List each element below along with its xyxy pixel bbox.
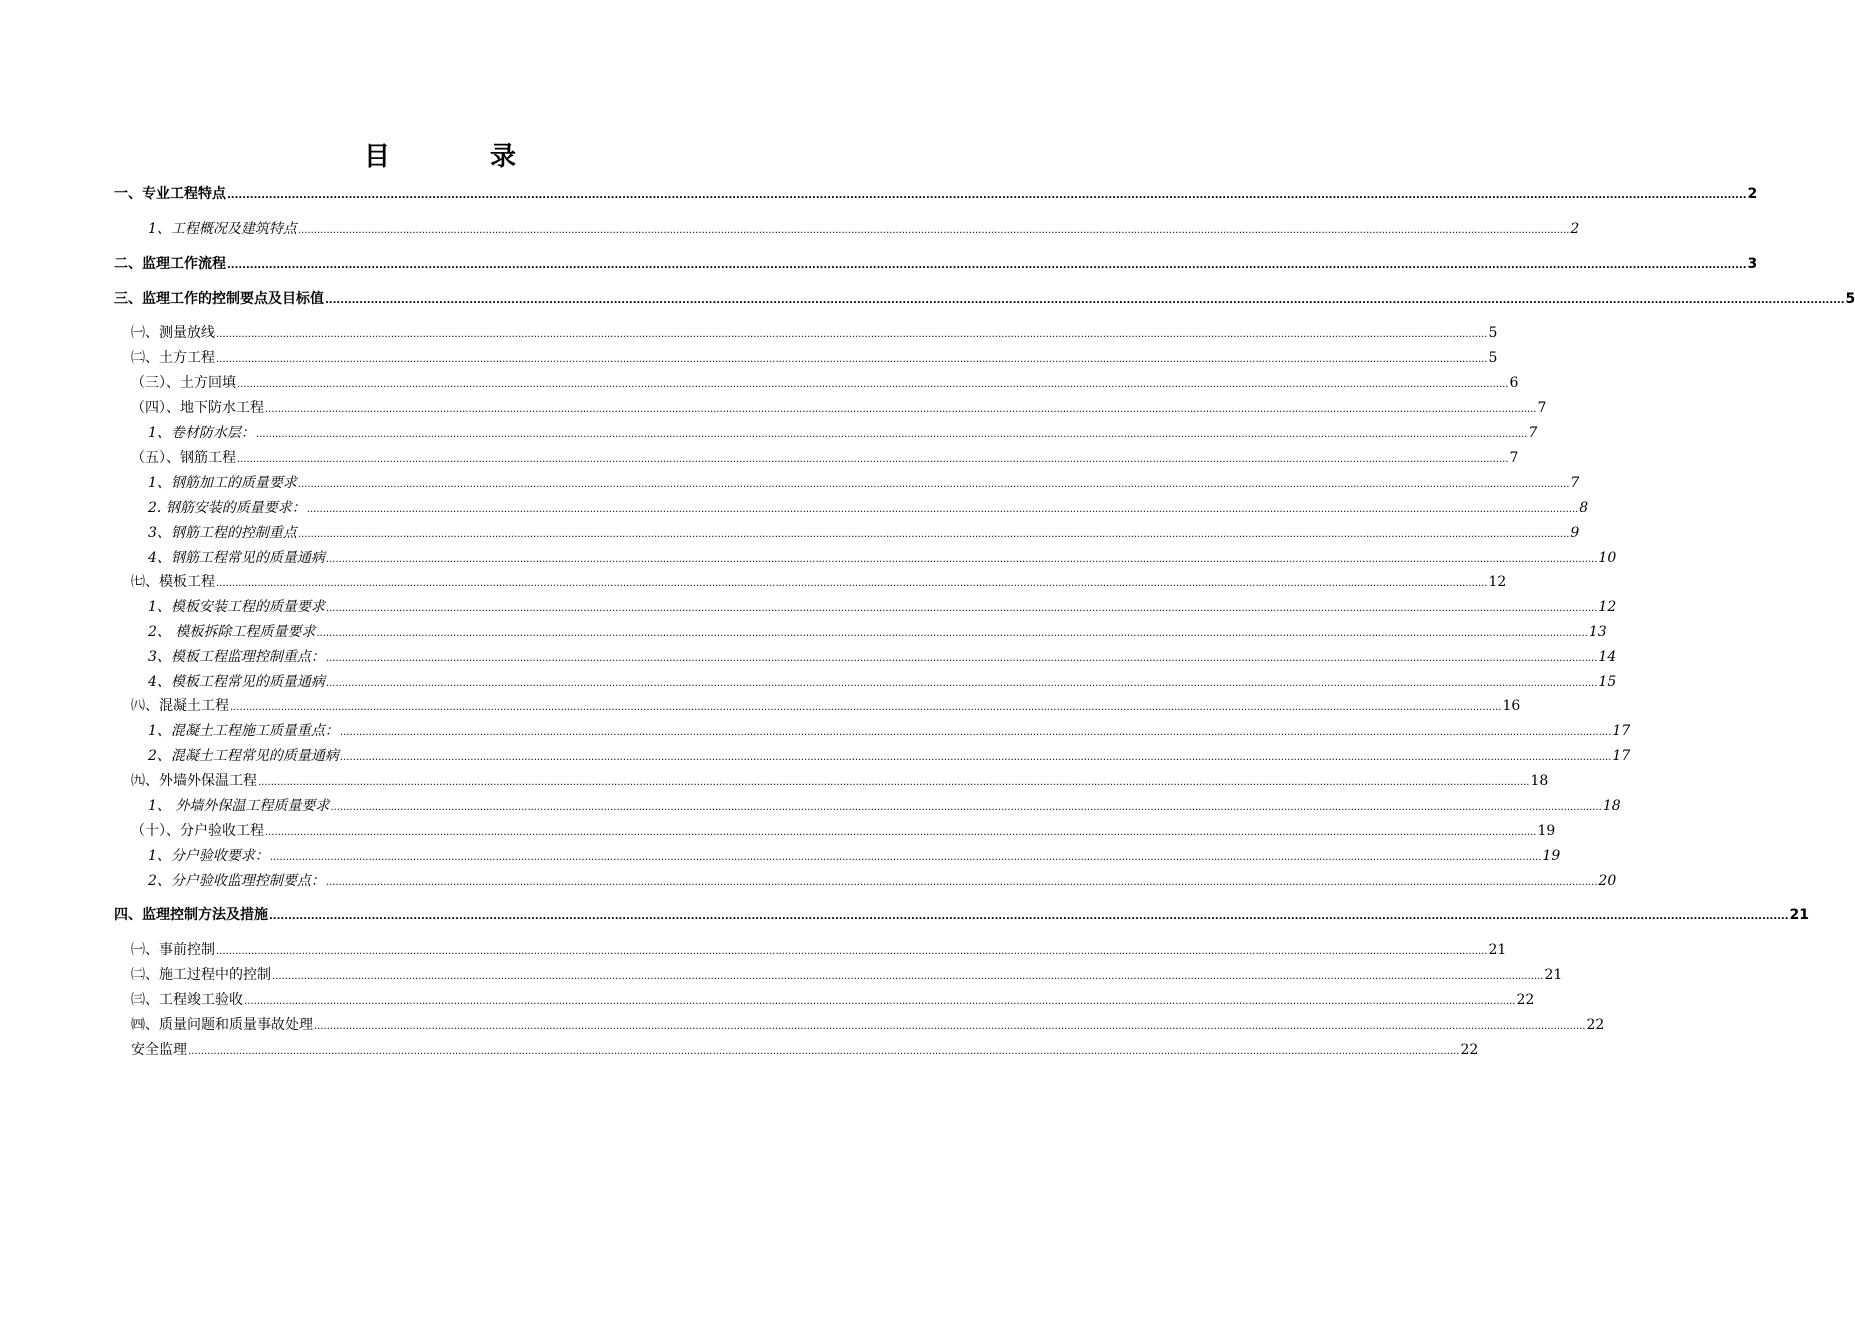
toc-entry-page-number: 20 <box>1598 873 1617 889</box>
toc-entry-label: 1、模板安装工程的质量要求 <box>148 599 325 615</box>
toc-entry-label: 1、混凝土工程施工质量重点： <box>148 723 339 739</box>
toc-entry[interactable] <box>131 447 1519 467</box>
toc-entry-label: ㈠、测量放线 <box>131 325 215 341</box>
toc-entry-label: 二、监理工作流程 <box>114 256 226 272</box>
toc-entry[interactable] <box>148 870 1617 890</box>
toc-leader-dots: ................................................................................................................................................................................................................................................................................................................................................................................................................ <box>227 190 1747 201</box>
toc-entry-page-number: 5 <box>1845 291 1855 307</box>
toc-entry[interactable] <box>131 989 1535 1009</box>
toc-leader-dots: ................................................................................................................................................................................................................................................................................................................................................................................................................ <box>306 504 1579 515</box>
toc-entry-page-number: 15 <box>1598 674 1617 690</box>
toc-entry-label: （四）、地下防水工程 <box>131 400 264 416</box>
toc-entry-label: 2、 模板拆除工程质量要求 <box>148 624 316 640</box>
toc-leader-dots: ................................................................................................................................................................................................................................................................................................................................................................................................................ <box>244 996 1516 1007</box>
toc-entry-label: 1、分户验收要求： <box>148 848 269 864</box>
toc-entry-page-number: 19 <box>1542 848 1561 864</box>
toc-entry-label: （十）、分户验收工程 <box>131 823 264 839</box>
toc-leader-dots: ................................................................................................................................................................................................................................................................................................................................................................................................................ <box>265 404 1537 415</box>
toc-entry-label: （五）、钢筋工程 <box>131 450 236 466</box>
toc-entry[interactable] <box>131 820 1556 840</box>
toc-entry-label: ㈠、事前控制 <box>131 942 215 958</box>
toc-entry[interactable] <box>114 904 1810 924</box>
toc-entry-page-number: 7 <box>1509 450 1519 466</box>
toc-entry-page-number: 12 <box>1488 574 1507 590</box>
toc-entry-page-number: 5 <box>1488 325 1498 341</box>
toc-entry[interactable] <box>148 795 1621 815</box>
toc-entry-page-number: 21 <box>1544 967 1563 983</box>
toc-leader-dots: ................................................................................................................................................................................................................................................................................................................................................................................................................ <box>297 479 1570 490</box>
toc-entry-page-number: 6 <box>1509 375 1519 391</box>
toc-entry-page-number: 14 <box>1598 649 1617 665</box>
toc-entry[interactable] <box>148 218 1580 238</box>
toc-title: 目录 <box>363 142 616 172</box>
toc-entry[interactable] <box>148 472 1580 492</box>
toc-entry-page-number: 3 <box>1747 256 1758 272</box>
toc-entry[interactable] <box>148 745 1631 765</box>
toc-entry[interactable] <box>131 770 1549 790</box>
toc-leader-dots: ................................................................................................................................................................................................................................................................................................................................................................................................................ <box>216 946 1488 957</box>
toc-entry-label: ㈨、外墙外保温工程 <box>131 773 257 789</box>
toc-leader-dots: ................................................................................................................................................................................................................................................................................................................................................................................................................ <box>325 603 1598 614</box>
toc-leader-dots: ................................................................................................................................................................................................................................................................................................................................................................................................................ <box>227 260 1747 271</box>
toc-entry-page-number: 17 <box>1612 748 1631 764</box>
toc-entry[interactable] <box>148 422 1538 442</box>
toc-entry-page-number: 12 <box>1598 599 1617 615</box>
toc-leader-dots: ................................................................................................................................................................................................................................................................................................................................................................................................................ <box>314 1021 1586 1032</box>
toc-leader-dots: ................................................................................................................................................................................................................................................................................................................................................................................................................ <box>339 727 1612 738</box>
toc-entry-page-number: 21 <box>1488 942 1507 958</box>
toc-entry-page-number: 18 <box>1602 798 1621 814</box>
toc-leader-dots: ................................................................................................................................................................................................................................................................................................................................................................................................................ <box>216 329 1488 340</box>
toc-entry-label: 4、钢筋工程常见的质量通病 <box>148 550 325 566</box>
toc-entry-page-number: 17 <box>1612 723 1631 739</box>
toc-entry[interactable] <box>131 1014 1605 1034</box>
toc-entry[interactable] <box>148 547 1617 567</box>
toc-leader-dots: ................................................................................................................................................................................................................................................................................................................................................................................................................ <box>265 827 1537 838</box>
toc-entry[interactable] <box>148 596 1617 616</box>
toc-entry-page-number: 22 <box>1586 1017 1605 1033</box>
toc-entry-label: 1、钢筋加工的质量要求 <box>148 475 297 491</box>
toc-entry-label: 2、混凝土工程常见的质量通病 <box>148 748 339 764</box>
toc-entry-label: 1、 外墙外保温工程质量要求 <box>148 798 330 814</box>
toc-entry[interactable] <box>131 372 1519 392</box>
toc-entry-page-number: 22 <box>1516 992 1535 1008</box>
toc-entry-label: 1、工程概况及建筑特点 <box>148 221 297 237</box>
toc-entry[interactable] <box>131 939 1507 959</box>
toc-leader-dots: ................................................................................................................................................................................................................................................................................................................................................................................................................ <box>325 554 1598 565</box>
toc-entry[interactable] <box>148 720 1631 740</box>
toc-entry-page-number: 8 <box>1579 500 1589 516</box>
toc-leader-dots: ................................................................................................................................................................................................................................................................................................................................................................................................................ <box>297 529 1570 540</box>
toc-leader-dots: ................................................................................................................................................................................................................................................................................................................................................................................................................ <box>237 454 1509 465</box>
toc-leader-dots: ................................................................................................................................................................................................................................................................................................................................................................................................................ <box>316 628 1588 639</box>
toc-entry-page-number: 13 <box>1588 624 1607 640</box>
toc-entry[interactable] <box>114 288 1855 308</box>
toc-entry[interactable] <box>148 845 1561 865</box>
toc-entry-label: ㈣、质量问题和质量事故处理 <box>131 1017 313 1033</box>
toc-entry-label: ㈡、土方工程 <box>131 350 215 366</box>
toc-leader-dots: ................................................................................................................................................................................................................................................................................................................................................................................................................ <box>272 971 1544 982</box>
toc-entry-page-number: 9 <box>1570 525 1580 541</box>
toc-entry-page-number: 2 <box>1747 186 1758 202</box>
toc-entry[interactable] <box>131 1039 1479 1059</box>
toc-leader-dots: ................................................................................................................................................................................................................................................................................................................................................................................................................ <box>258 777 1530 788</box>
toc-entry-label: 1、卷材防水层： <box>148 425 255 441</box>
toc-leader-dots: ................................................................................................................................................................................................................................................................................................................................................................................................................ <box>297 225 1570 236</box>
toc-leader-dots: ................................................................................................................................................................................................................................................................................................................................................................................................................ <box>325 295 1845 306</box>
toc-entry-page-number: 21 <box>1789 907 1810 923</box>
toc-entry-label: 4、模板工程常见的质量通病 <box>148 674 325 690</box>
toc-entry[interactable] <box>148 621 1607 641</box>
toc-entry-label: 三、监理工作的控制要点及目标值 <box>114 291 324 307</box>
toc-leader-dots: ................................................................................................................................................................................................................................................................................................................................................................................................................ <box>230 702 1502 713</box>
toc-leader-dots: ................................................................................................................................................................................................................................................................................................................................................................................................................ <box>325 653 1598 664</box>
toc-entry-page-number: 7 <box>1528 425 1538 441</box>
toc-entry-page-number: 5 <box>1488 350 1498 366</box>
toc-entry-label: 2、分户验收监理控制要点： <box>148 873 325 889</box>
toc-entry[interactable] <box>131 964 1563 984</box>
toc-entry-page-number: 7 <box>1537 400 1547 416</box>
toc-entry-label: 安全监理 <box>131 1042 187 1058</box>
toc-entry[interactable] <box>148 497 1589 517</box>
toc-entry-label: 一、专业工程特点 <box>114 186 226 202</box>
toc-entry[interactable] <box>131 347 1498 367</box>
toc-leader-dots: ................................................................................................................................................................................................................................................................................................................................................................................................................ <box>216 578 1488 589</box>
toc-entry-label: 3、模板工程监理控制重点： <box>148 649 325 665</box>
toc-leader-dots: ................................................................................................................................................................................................................................................................................................................................................................................................................ <box>188 1046 1460 1057</box>
toc-entry-label: ㈧、混凝土工程 <box>131 698 229 714</box>
toc-entry[interactable] <box>131 571 1507 591</box>
toc-entry-page-number: 10 <box>1598 550 1617 566</box>
toc-leader-dots: ................................................................................................................................................................................................................................................................................................................................................................................................................ <box>269 911 1789 922</box>
toc-leader-dots: ................................................................................................................................................................................................................................................................................................................................................................................................................ <box>237 379 1509 390</box>
toc-leader-dots: ................................................................................................................................................................................................................................................................................................................................................................................................................ <box>325 877 1598 888</box>
toc-entry[interactable] <box>114 183 1758 203</box>
toc-entry-page-number: 7 <box>1570 475 1580 491</box>
toc-entry-page-number: 22 <box>1460 1042 1479 1058</box>
toc-entry[interactable] <box>131 397 1547 417</box>
toc-entry-label: 2. 钢筋安装的质量要求： <box>148 500 306 516</box>
toc-entry-label: ㈡、施工过程中的控制 <box>131 967 271 983</box>
toc-entry[interactable] <box>114 253 1758 273</box>
toc-entry-page-number: 19 <box>1537 823 1556 839</box>
toc-entry-page-number: 18 <box>1530 773 1549 789</box>
toc-entry-page-number: 16 <box>1502 698 1521 714</box>
toc-leader-dots: ................................................................................................................................................................................................................................................................................................................................................................................................................ <box>255 429 1528 440</box>
toc-entry-page-number: 2 <box>1570 221 1580 237</box>
toc-leader-dots: ................................................................................................................................................................................................................................................................................................................................................................................................................ <box>339 752 1612 763</box>
toc-entry-label: ㈦、模板工程 <box>131 574 215 590</box>
toc-entry[interactable] <box>131 695 1521 715</box>
toc-entry[interactable] <box>148 522 1580 542</box>
toc-entry-label: ㈢、工程竣工验收 <box>131 992 243 1008</box>
toc-entry[interactable] <box>148 671 1617 691</box>
toc-entry[interactable] <box>148 646 1617 666</box>
toc-entry-label: 四、监理控制方法及措施 <box>114 907 268 923</box>
toc-leader-dots: ................................................................................................................................................................................................................................................................................................................................................................................................................ <box>330 802 1602 813</box>
toc-entry[interactable] <box>131 322 1498 342</box>
toc-leader-dots: ................................................................................................................................................................................................................................................................................................................................................................................................................ <box>325 678 1598 689</box>
toc-entry-label: 3、钢筋工程的控制重点 <box>148 525 297 541</box>
toc-leader-dots: ................................................................................................................................................................................................................................................................................................................................................................................................................ <box>216 354 1488 365</box>
toc-leader-dots: ................................................................................................................................................................................................................................................................................................................................................................................................................ <box>269 852 1542 863</box>
toc-entry-label: （三）、土方回填 <box>131 375 236 391</box>
